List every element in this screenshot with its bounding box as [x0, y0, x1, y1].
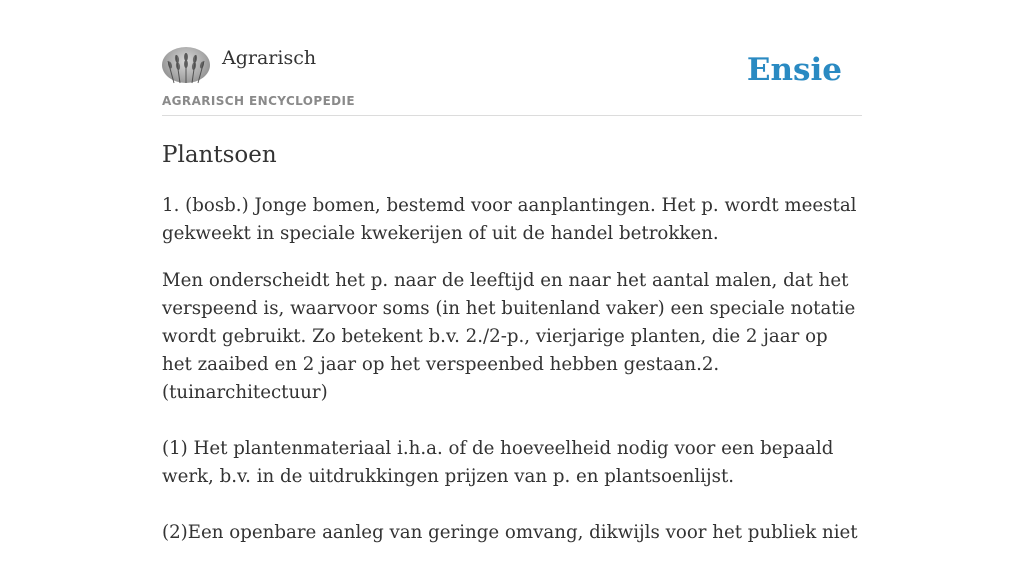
content-container — [162, 0, 862, 543]
paragraph: (2)Een openbare aanleg van geringe omvang, dikwijls voor het publiek niet — [162, 522, 858, 543]
paragraph: (1) Het plantenmateriaal i.h.a. of de hoeveelheid nodig voor een bepaald werk, b.v. in de uitdrukkingen prijzen van p. en plantsoenlijst. — [162, 438, 834, 487]
paragraph: 1. (bosb.) Jonge bomen, bestemd voor aanplantingen. Het p. wordt meestal gekweekt in speciale kwekerijen of uit de handel betrokken. — [162, 195, 857, 244]
brand-logo[interactable]: Ensie — [746, 52, 842, 88]
site-subtitle: AGRARISCH ENCYCLOPEDIE — [162, 94, 355, 108]
wheat-logo-icon[interactable] — [162, 47, 210, 83]
page-title: Plantsoen — [162, 142, 277, 168]
article-body — [162, 192, 862, 566]
paragraph: Men onderscheidt het p. naar de leeftijd en naar het aantal malen, dat het verspeend is, waarvoor soms (in het buitenland vaker) een speciale notatie wordt gebruikt. Zo betekent b.v. 2./2-p., vierjarige planten, die 2 jaar op het zaaibed en 2 jaar op het verspeenbed hebben gestaan.2. (tuinarchitectuur) — [162, 270, 856, 403]
site-name[interactable]: Agrarisch — [222, 47, 317, 69]
site-header — [162, 0, 862, 116]
